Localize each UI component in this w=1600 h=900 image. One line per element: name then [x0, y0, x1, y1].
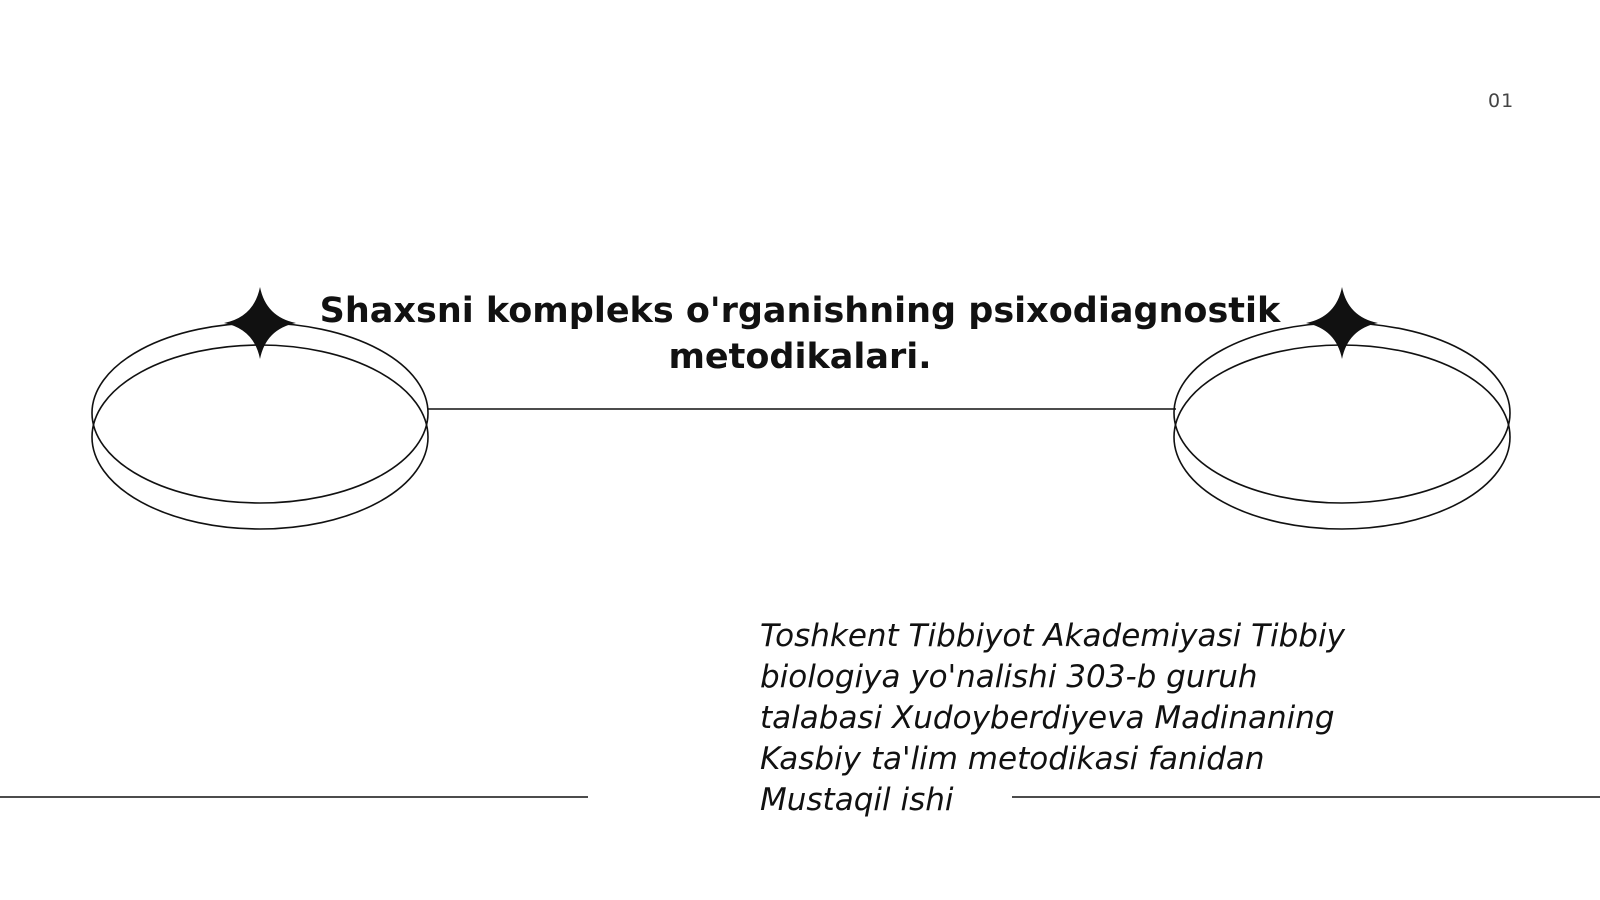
author-info-line: Toshkent Tibbiyot Akademiyasi Tibbiy: [760, 618, 1345, 654]
author-info-line: biologiya yo'nalishi 303-b guruh: [760, 659, 1258, 695]
author-info: [760, 616, 1360, 821]
author-info-line: talabasi Xudoyberdiyeva Madinaning: [760, 700, 1335, 736]
slide-number: 01: [1488, 90, 1515, 112]
four-point-star-icon: [224, 287, 296, 359]
author-info-line: Mustaqil ishi: [760, 782, 954, 818]
author-info-line: Kasbiy ta'lim metodikasi fanidan: [760, 741, 1265, 777]
four-point-star-icon: [1306, 287, 1378, 359]
slide-title: Shaxsni kompleks o'rganishning psixodiagnostik metodikalari.: [319, 291, 1281, 378]
